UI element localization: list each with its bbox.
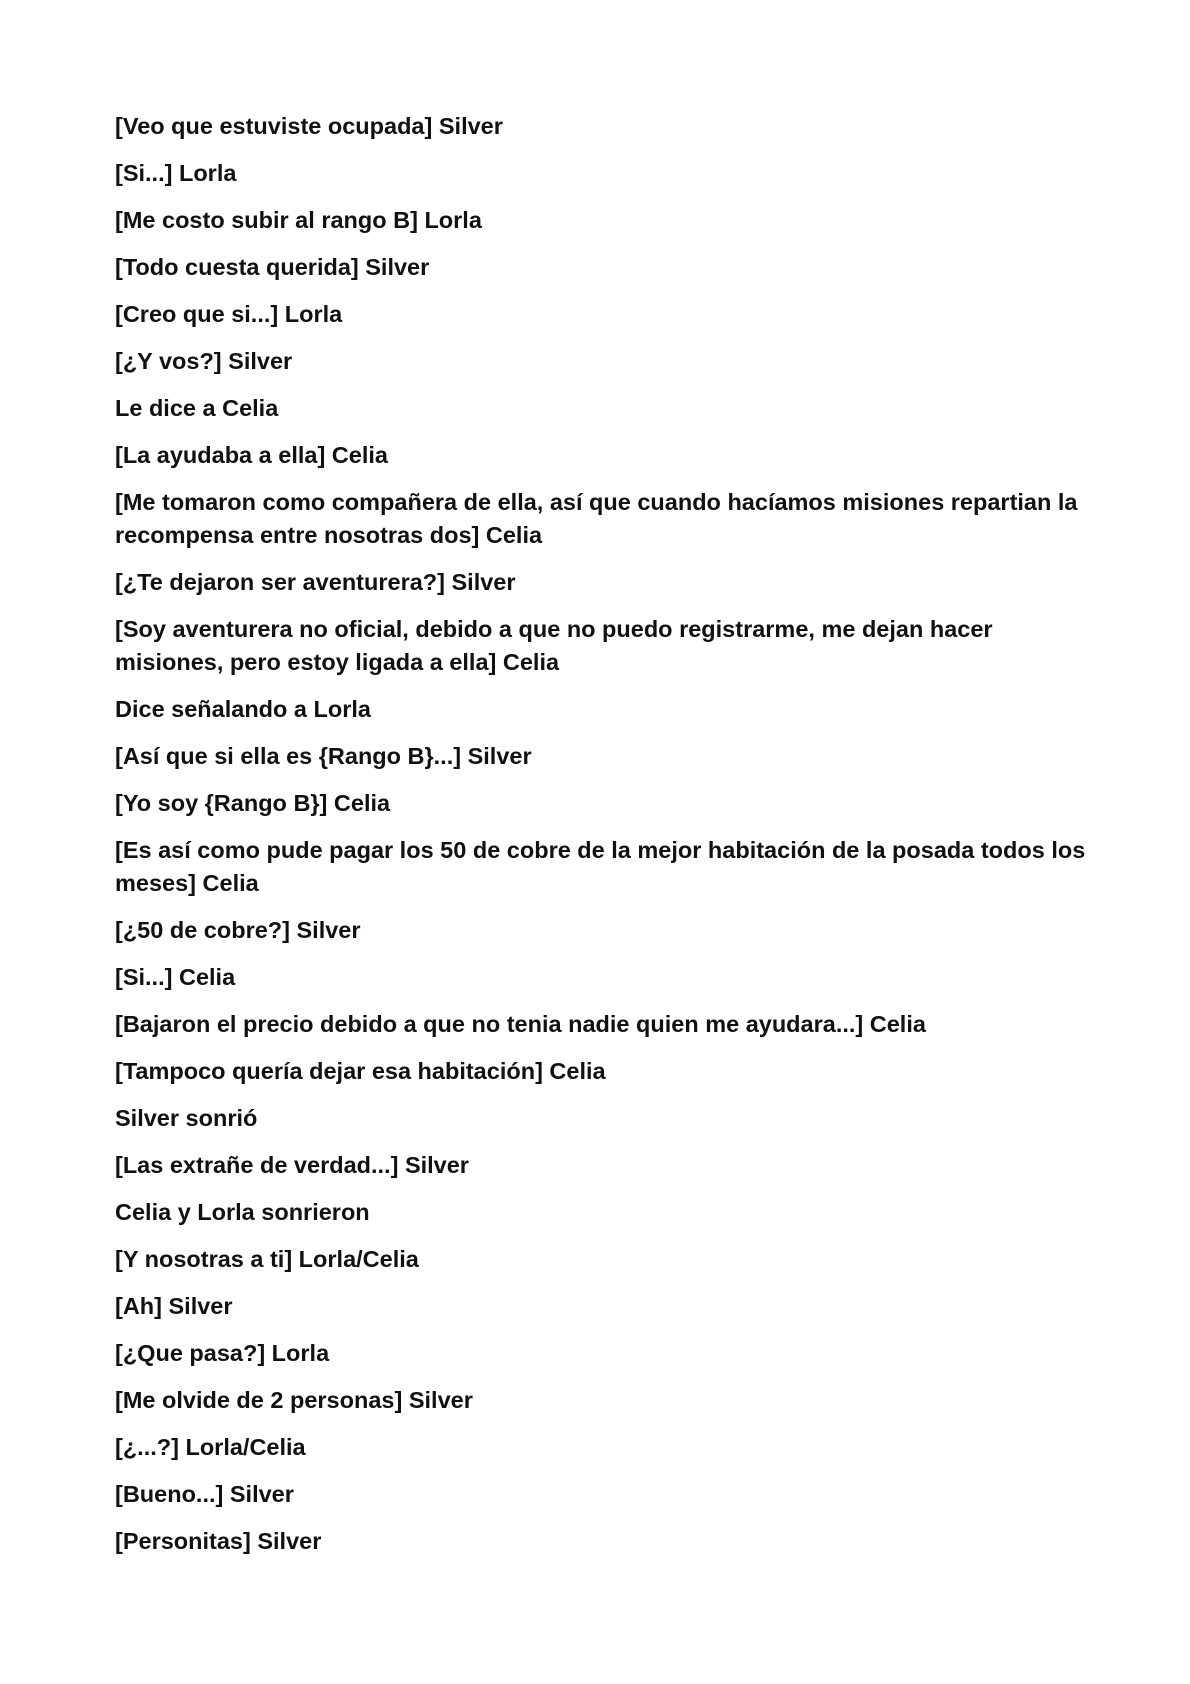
dialogue-line: [Las extrañe de verdad...] Silver	[115, 1152, 469, 1178]
dialogue-line: [Me costo subir al rango B] Lorla	[115, 207, 482, 233]
dialogue-line: [¿Y vos?] Silver	[115, 348, 293, 374]
dialogue-line: [Veo que estuviste ocupada] Silver	[115, 113, 503, 139]
dialogue-line: [Personitas] Silver	[115, 1528, 322, 1554]
dialogue-line: [Me tomaron como compañera de ella, así que cuando hacíamos misiones repartian la recompensa entre nosotras dos] Celia	[115, 489, 1078, 548]
dialogue-line: [Es así como pude pagar los 50 de cobre de la mejor habitación de la posada todos los meses] Celia	[115, 837, 1086, 896]
dialogue-line: [Bueno...] Silver	[115, 1481, 294, 1507]
narration-line: Silver sonrió	[115, 1105, 258, 1131]
dialogue-line: [Creo que si...] Lorla	[115, 301, 343, 327]
document-body	[115, 110, 1090, 1572]
dialogue-line: [Yo soy {Rango B}] Celia	[115, 790, 391, 816]
dialogue-line: [¿...?] Lorla/Celia	[115, 1434, 306, 1460]
narration-line: Dice señalando a Lorla	[115, 696, 371, 722]
narration-line: Le dice a Celia	[115, 395, 279, 421]
dialogue-line: [¿Que pasa?] Lorla	[115, 1340, 330, 1366]
narration-line: Celia y Lorla sonrieron	[115, 1199, 370, 1225]
dialogue-line: [Y nosotras a ti] Lorla/Celia	[115, 1246, 419, 1272]
dialogue-line: [¿50 de cobre?] Silver	[115, 917, 361, 943]
dialogue-line: [Bajaron el precio debido a que no tenia nadie quien me ayudara...] Celia	[115, 1011, 926, 1037]
dialogue-line: [Tampoco quería dejar esa habitación] Celia	[115, 1058, 606, 1084]
dialogue-line: [¿Te dejaron ser aventurera?] Silver	[115, 569, 516, 595]
dialogue-line: [La ayudaba a ella] Celia	[115, 442, 388, 468]
dialogue-line: [Así que si ella es {Rango B}...] Silver	[115, 743, 532, 769]
dialogue-line: [Ah] Silver	[115, 1293, 233, 1319]
dialogue-line: [Me olvide de 2 personas] Silver	[115, 1387, 473, 1413]
dialogue-line: [Todo cuesta querida] Silver	[115, 254, 430, 280]
dialogue-line: [Soy aventurera no oficial, debido a que no puedo registrarme, me dejan hacer misiones, pero estoy ligada a ella] Celia	[115, 616, 993, 675]
dialogue-line: [Si...] Lorla	[115, 160, 237, 186]
dialogue-line: [Si...] Celia	[115, 964, 236, 990]
